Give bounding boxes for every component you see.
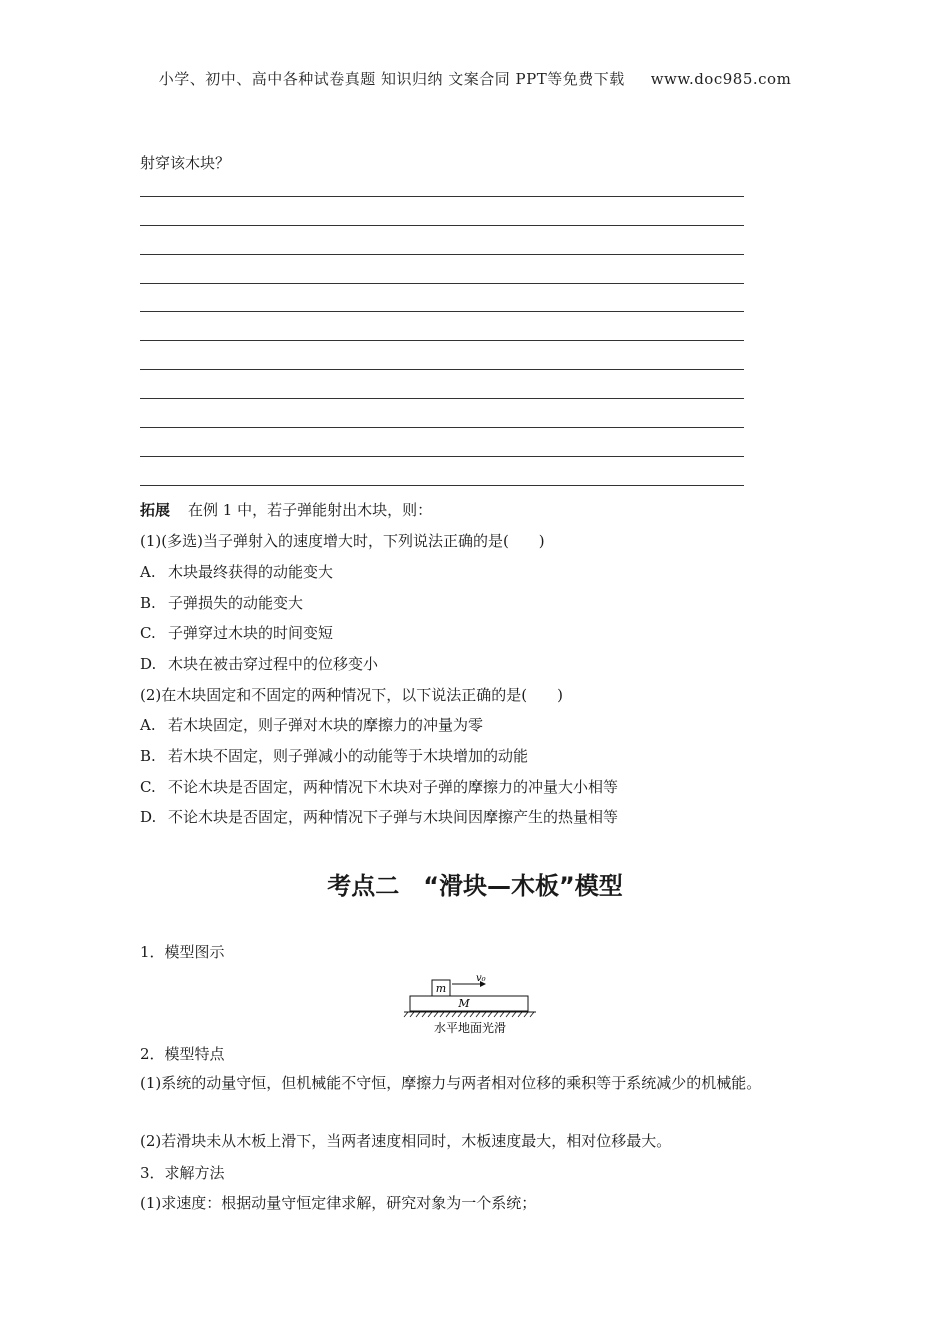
q1-stem: (1)(多选)当子弹射入的速度增大时，下列说法正确的是( ) bbox=[140, 532, 545, 550]
q2-stem: (2)在木块固定和不固定的两种情况下，以下说法正确的是( ) bbox=[140, 686, 563, 704]
option-text: 木块在被击穿过程中的位移变小 bbox=[168, 655, 379, 673]
answer-line bbox=[140, 225, 744, 226]
ground-hatching bbox=[404, 1012, 534, 1017]
page-header bbox=[0, 68, 950, 89]
q1-option-b[interactable] bbox=[140, 592, 303, 613]
option-letter: D. bbox=[140, 808, 157, 826]
q2-option-c[interactable] bbox=[140, 776, 618, 797]
option-text: 不论木块是否固定，两种情况下子弹与木块间因摩擦产生的热量相等 bbox=[168, 808, 619, 826]
extension-label: 拓展 bbox=[140, 501, 171, 519]
answer-line bbox=[140, 196, 744, 197]
model-paragraph-3: (1)求速度：根据动量守恒定律求解，研究对象为一个系统； bbox=[140, 1194, 537, 1212]
answer-line bbox=[140, 369, 744, 370]
question-tail: 射穿该木块？ bbox=[140, 154, 231, 172]
slider-board-diagram bbox=[400, 972, 540, 1038]
header-text: 小学、初中、高中各种试卷真题 知识归纳 文案合同 PPT等免费下载 bbox=[158, 70, 625, 88]
model-paragraph-1: (1)系统的动量守恒，但机械能不守恒，摩擦力与两者相对位移的乘积等于系统减少的机械能。 bbox=[140, 1074, 762, 1092]
velocity-label: v₀ bbox=[476, 973, 486, 984]
answer-line bbox=[140, 311, 744, 312]
answer-line bbox=[140, 456, 744, 457]
answer-line bbox=[140, 485, 744, 486]
q2-option-a[interactable] bbox=[140, 714, 483, 735]
q1-option-d[interactable] bbox=[140, 653, 378, 674]
option-letter: B. bbox=[140, 747, 156, 765]
q2-option-d[interactable] bbox=[140, 806, 618, 827]
q1-option-c[interactable] bbox=[140, 622, 333, 643]
option-letter: C. bbox=[140, 624, 156, 642]
block-m-label: m bbox=[435, 982, 447, 995]
option-text: 子弹穿过木块的时间变短 bbox=[168, 624, 334, 642]
option-letter: D. bbox=[140, 655, 157, 673]
answer-line bbox=[140, 283, 744, 284]
model-heading-3: 3．求解方法 bbox=[140, 1164, 225, 1182]
answer-line bbox=[140, 427, 744, 428]
option-text: 木块最终获得的动能变大 bbox=[168, 563, 334, 581]
board-M-label: M bbox=[458, 997, 470, 1010]
option-letter: C. bbox=[140, 778, 156, 796]
q1-option-a[interactable] bbox=[140, 561, 333, 582]
model-heading-2: 2．模型特点 bbox=[140, 1045, 225, 1063]
q2-option-b[interactable] bbox=[140, 745, 528, 766]
diagram-caption: 水平地面光滑 bbox=[433, 1021, 507, 1035]
model-heading-1: 1．模型图示 bbox=[140, 943, 225, 961]
section-title: 考点二 “滑块—木板”模型 bbox=[327, 872, 623, 900]
option-letter: B. bbox=[140, 594, 156, 612]
option-letter: A. bbox=[140, 716, 156, 734]
extension-intro bbox=[140, 499, 432, 520]
option-text: 不论木块是否固定，两种情况下木块对子弹的摩擦力的冲量大小相等 bbox=[168, 778, 619, 796]
answer-line bbox=[140, 254, 744, 255]
option-text: 若木块不固定，则子弹减小的动能等于木块增加的动能 bbox=[168, 747, 529, 765]
extension-intro-text: 在例 1 中，若子弹能射出木块，则： bbox=[188, 501, 433, 519]
option-letter: A. bbox=[140, 563, 156, 581]
option-text: 子弹损失的动能变大 bbox=[168, 594, 304, 612]
answer-line bbox=[140, 398, 744, 399]
answer-line bbox=[140, 340, 744, 341]
header-site-link[interactable]: www.doc985.com bbox=[650, 70, 792, 88]
option-text: 若木块固定，则子弹对木块的摩擦力的冲量为零 bbox=[168, 716, 484, 734]
model-paragraph-2: (2)若滑块未从木板上滑下，当两者速度相同时，木板速度最大，相对位移最大。 bbox=[140, 1132, 672, 1150]
